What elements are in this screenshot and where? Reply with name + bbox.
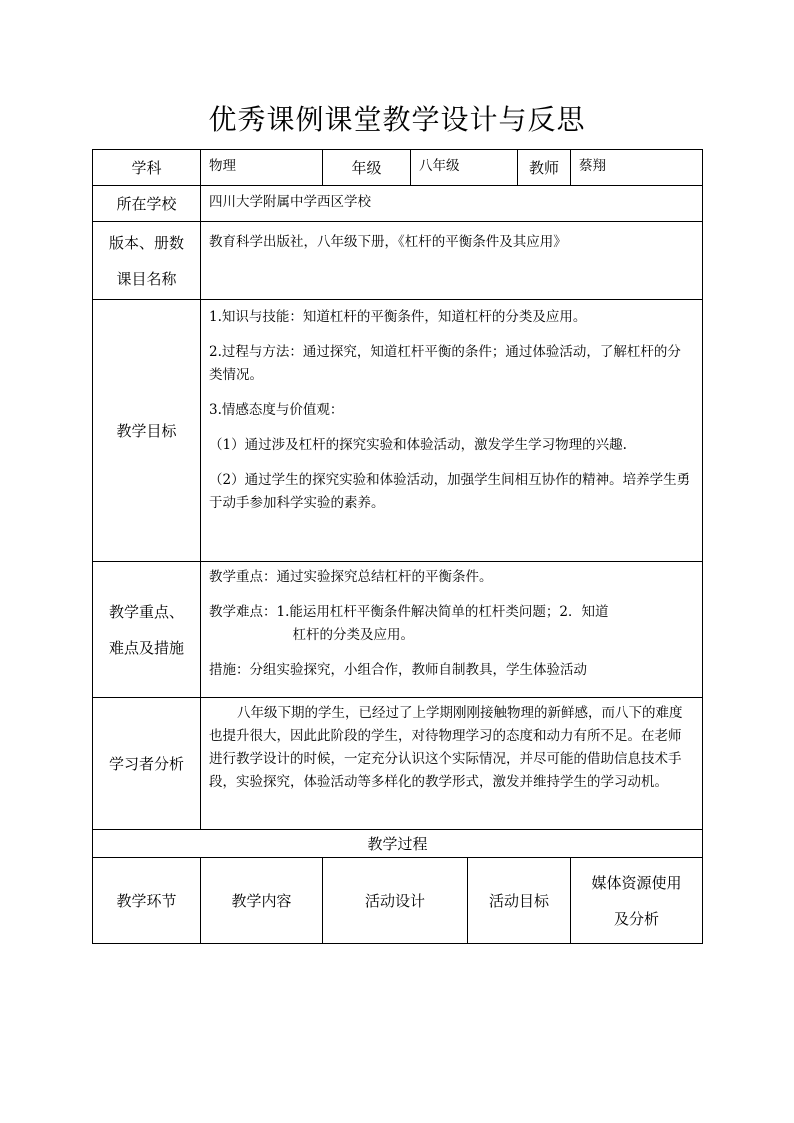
difficulty-text [277, 601, 609, 647]
goal-line: 2.过程与方法：通过探究，知道杠杆平衡的条件；通过体验活动，了解杠杆的分类情况。 [209, 344, 681, 383]
column-media [571, 858, 703, 944]
key-label-line-1: 教学重点、 [108, 602, 184, 621]
page-title: 优秀课例课堂教学设计与反思 [208, 103, 586, 136]
key-label-line-2: 难点及措施 [108, 638, 184, 657]
learner-content [201, 698, 703, 830]
goal-line: （2）通过学生的探究实验和体验活动，加强学生间相互协作的精神。培养学生勇于动手参加科学实验的素养。 [209, 472, 691, 511]
goals-content [201, 300, 703, 562]
column-activity-goal: 活动目标 [468, 858, 571, 944]
teacher-label: 教师 [518, 150, 571, 186]
lesson-plan-table [92, 149, 703, 944]
difficulty-line: 杠杆的分类及应用。 [292, 627, 414, 643]
media-line-1: 媒体资源使用 [591, 873, 682, 892]
learner-text: 八年级下期的学生，已经过了上学期刚刚接触物理的新鲜感，而八下的难度也提升很大，因此此阶段的学生，对待物理学习的态度和动力有所不足。在老师进行教学设计的时候，一定充分认识这个实际情况，并尽可能的借助信息技术手段，实验探究，体验活动等多样化的教学形式，激发并维持学生的学习动机。 [209, 705, 683, 790]
grade-label: 年级 [323, 150, 411, 186]
key-label [93, 562, 201, 698]
process-heading-row [93, 830, 703, 858]
version-row [93, 222, 703, 300]
subject-label: 学科 [93, 150, 201, 186]
info-row [93, 150, 703, 186]
process-heading: 教学过程 [93, 830, 703, 858]
key-content [201, 562, 703, 698]
goals-label: 教学目标 [93, 300, 201, 562]
goal-line: 1.知识与技能：知道杠杆的平衡条件，知道杠杆的分类及应用。 [209, 309, 587, 325]
goal-line: 3.情感态度与价值观： [209, 402, 344, 418]
media-line-2: 及分析 [613, 909, 659, 928]
column-content: 教学内容 [201, 858, 323, 944]
subject-value: 物理 [201, 150, 323, 186]
focus-text: 教学重点：通过实验探究总结杠杆的平衡条件。 [209, 569, 493, 585]
grade-value: 八年级 [411, 150, 518, 186]
school-value: 四川大学附属中学西区学校 [201, 186, 703, 222]
version-label-line-1: 版本、册数 [108, 233, 184, 252]
key-row [93, 562, 703, 698]
column-activity-design: 活动设计 [323, 858, 468, 944]
learner-label: 学习者分析 [93, 698, 201, 830]
version-label-line-2: 课目名称 [116, 269, 177, 288]
version-label [93, 222, 201, 300]
goal-line: （1）通过涉及杠杆的探究实验和体验活动，激发学生学习物理的兴趣. [209, 437, 627, 453]
difficulty-label: 教学难点： [209, 604, 277, 620]
difficulty-block [209, 601, 694, 647]
learner-row [93, 698, 703, 830]
school-label: 所在学校 [93, 186, 201, 222]
process-header-row [93, 858, 703, 944]
goals-row [93, 300, 703, 562]
difficulty-line: 1.能运用杠杆平衡条件解决简单的杠杆类问题；2．知道 [276, 604, 609, 620]
column-stage: 教学环节 [93, 858, 201, 944]
version-value: 教育科学出版社，八年级下册，《杠杆的平衡条件及其应用》 [201, 222, 703, 300]
teacher-value: 蔡翔 [571, 150, 703, 186]
measures-text: 措施：分组实验探究，小组合作，教师自制教具，学生体验活动 [209, 662, 587, 678]
school-row [93, 186, 703, 222]
